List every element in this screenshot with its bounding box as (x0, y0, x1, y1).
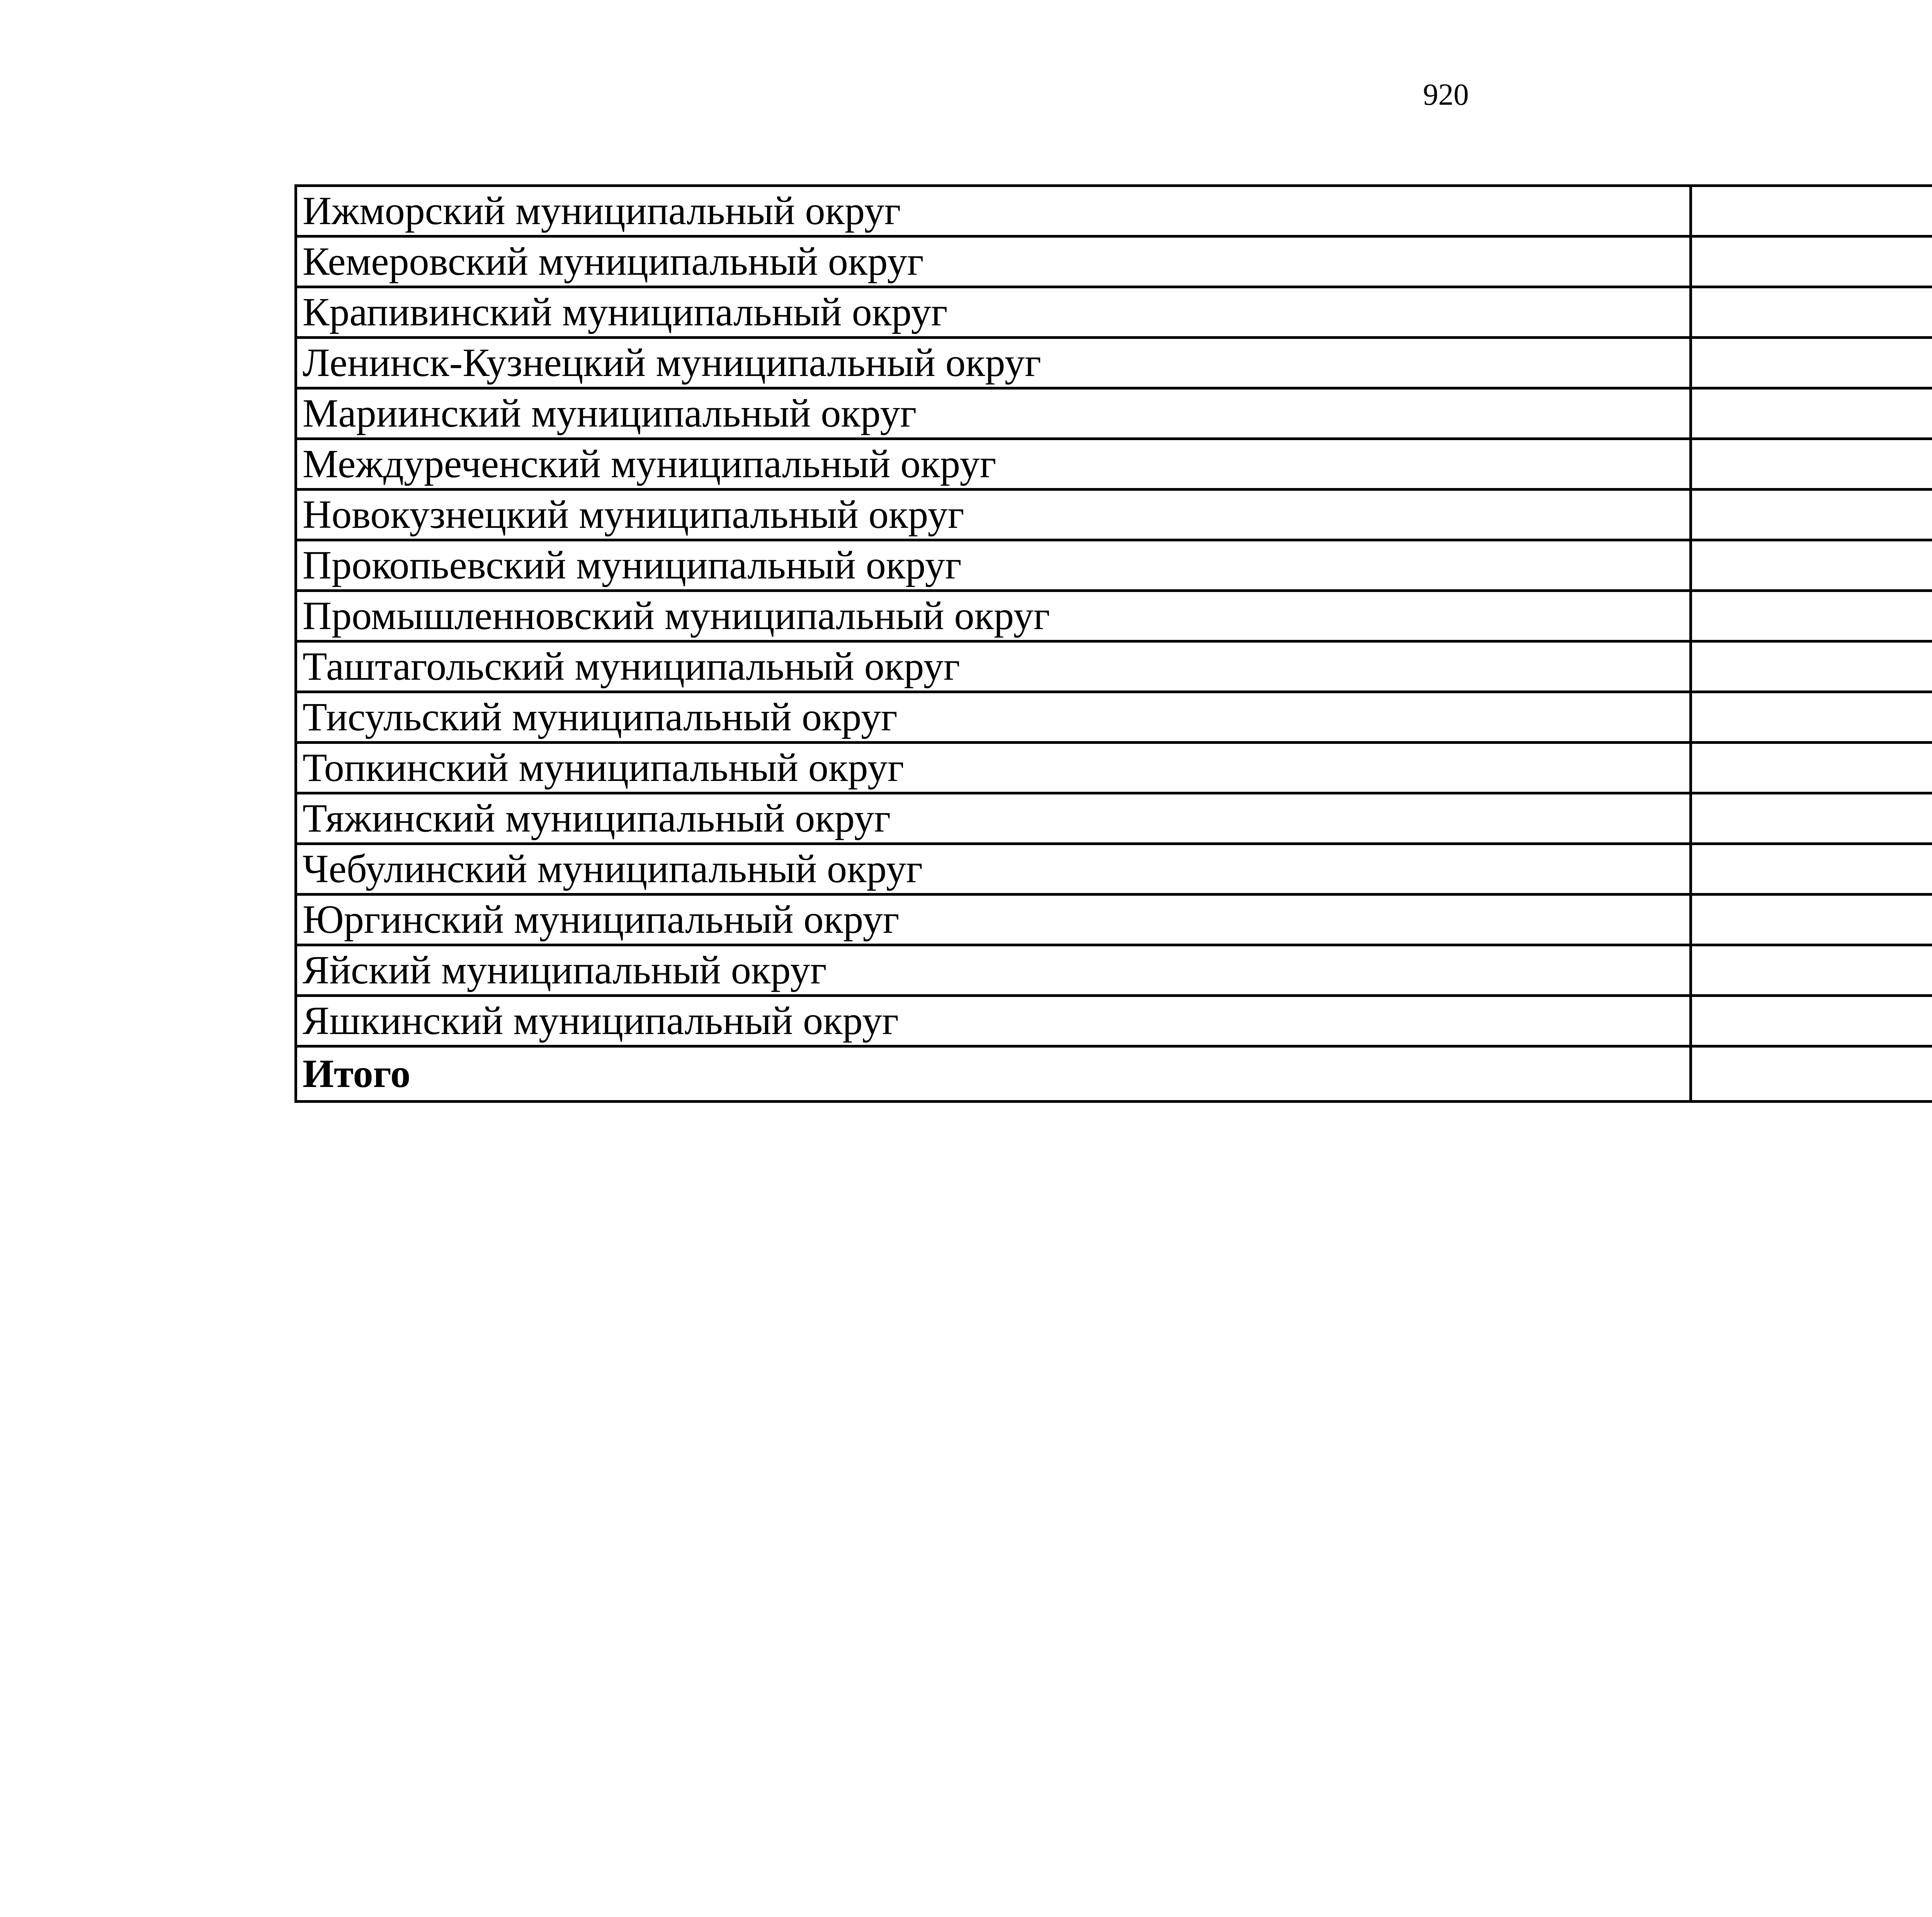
value-1-cell (1691, 338, 1932, 388)
district-name-cell: Кемеровский муниципальный округ (296, 236, 1691, 287)
table-row (296, 186, 1932, 236)
page-number: 920 (1423, 78, 1469, 112)
value-1-cell (1691, 996, 1932, 1046)
table-row (296, 895, 1932, 945)
table-row (296, 439, 1932, 490)
district-name-cell: Яйский муниципальный округ (296, 945, 1691, 996)
district-name-cell: Промышленновский муниципальный округ (296, 591, 1691, 641)
total-row (296, 1046, 1932, 1102)
total-value-1 (1691, 1046, 1932, 1102)
table-row (296, 490, 1932, 540)
table-row (296, 591, 1932, 641)
district-name-cell: Ижморский муниципальный округ (296, 186, 1691, 236)
value-1-cell (1691, 236, 1932, 287)
value-1-cell (1691, 844, 1932, 895)
value-1-cell (1691, 439, 1932, 490)
district-name-cell: Крапивинский муниципальный округ (296, 287, 1691, 338)
district-name-cell: Ленинск-Кузнецкий муниципальный округ (296, 338, 1691, 388)
table-row (296, 945, 1932, 996)
value-1-cell (1691, 743, 1932, 793)
value-1-cell (1691, 591, 1932, 641)
data-table (294, 184, 1932, 1103)
table-row (296, 844, 1932, 895)
value-1-cell (1691, 287, 1932, 338)
district-name-cell: Тяжинский муниципальный округ (296, 793, 1691, 844)
table-row (296, 236, 1932, 287)
table-row (296, 692, 1932, 743)
value-1-cell (1691, 793, 1932, 844)
table-row (296, 287, 1932, 338)
table-row (296, 388, 1932, 439)
value-1-cell (1691, 186, 1932, 236)
table-row (296, 641, 1932, 692)
table-body (296, 186, 1932, 1102)
value-1-cell (1691, 945, 1932, 996)
district-name-cell: Междуреченский муниципальный округ (296, 439, 1691, 490)
value-1-cell (1691, 490, 1932, 540)
district-name-cell: Юргинский муниципальный округ (296, 895, 1691, 945)
table-row (296, 996, 1932, 1046)
district-name-cell: Чебулинский муниципальный округ (296, 844, 1691, 895)
total-label: Итого (296, 1046, 1691, 1102)
district-name-cell: Тисульский муниципальный округ (296, 692, 1691, 743)
district-name-cell: Таштагольский муниципальный округ (296, 641, 1691, 692)
table-row (296, 338, 1932, 388)
district-name-cell: Прокопьевский муниципальный округ (296, 540, 1691, 591)
value-1-cell (1691, 641, 1932, 692)
district-name-cell: Мариинский муниципальный округ (296, 388, 1691, 439)
district-name-cell: Яшкинский муниципальный округ (296, 996, 1691, 1046)
table-row (296, 793, 1932, 844)
value-1-cell (1691, 540, 1932, 591)
table-row (296, 743, 1932, 793)
table-row (296, 540, 1932, 591)
value-1-cell (1691, 388, 1932, 439)
district-name-cell: Топкинский муниципальный округ (296, 743, 1691, 793)
value-1-cell (1691, 692, 1932, 743)
district-name-cell: Новокузнецкий муниципальный округ (296, 490, 1691, 540)
value-1-cell (1691, 895, 1932, 945)
